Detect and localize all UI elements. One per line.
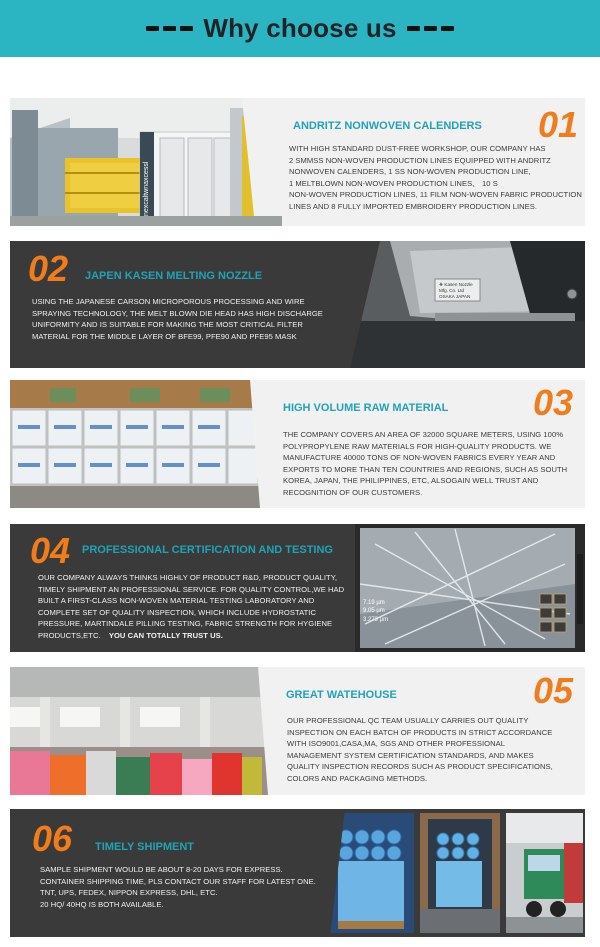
section-06-body — [40, 864, 340, 910]
section-06-line: TNT, UPS, FEDEX, NIPPON EXPRESS, DHL, ETC. — [40, 888, 218, 897]
raw-material-bags-photo — [10, 380, 282, 508]
machine-brand-label: nexсaltwnaxсessl — [143, 161, 150, 216]
shipment-photos — [328, 809, 585, 937]
section-02-line: UNIFORMITY AND IS SUITABLE FOR MAKING THE MOST CRITICAL FILTER — [32, 320, 303, 329]
section-04-title: PROFESSIONAL CERTIFICATION AND TESTING — [82, 544, 333, 556]
section-03-line: RECOGNITION OF OUR CUSTOMERS. — [283, 487, 423, 497]
section-03-title: HIGH VOLUME RAW MATERIAL — [283, 402, 449, 414]
section-05 — [10, 667, 585, 795]
nozzle-plate-line: ❖ Kasen Nozzle — [439, 282, 473, 287]
section-04-line: TIMELY SHIPMENT AN PROFESSIONAL SERVICE. FOR QUALITY CONTROL,WE HAD — [38, 584, 345, 594]
section-02-title: JAPEN KASEN MELTING NOZZLE — [85, 270, 263, 282]
section-03-line: MANUFACTURE 40000 TONS OF NON-WOVEN FABRICS EVERY YEAR AND — [283, 453, 556, 462]
section-04-line: COMPLETE SET OF QUALITY INSPECTION, WHICH INCLUDE HYDROSTATIC — [38, 607, 317, 617]
section-01 — [10, 98, 585, 226]
section-04-number: 04 — [30, 530, 71, 571]
section-01-line: WITH HIGH STANDARD DUST-FREE WORKSHOP, OUR COMPANY HAS — [289, 144, 546, 153]
calender-machine-photo — [10, 98, 282, 226]
section-01-line: NONWOVEN CALENDERS, 1 SS NON-WOVEN PRODUCTION LINE, — [289, 167, 531, 176]
warehouse-photo — [10, 667, 285, 795]
section-01-number: 01 — [538, 104, 579, 145]
section-03-number: 03 — [533, 382, 574, 423]
section-05-line: MANAGEMENT SYSTEM CERTIFICATION STANDARDS, AND MAKES — [287, 750, 534, 760]
section-04-line-last — [38, 630, 368, 642]
measure-label: 9.05 µm — [363, 608, 385, 614]
page-header — [0, 0, 600, 57]
section-05-line: QUALITY INSPECTION RECORDS SUCH AS PRODUCT SPECIFICATIONS, — [287, 762, 553, 771]
section-04-line: BUILT A FIRST-CLASS NON-WOVEN MATERIAL TESTING LABORATORY AND — [38, 596, 315, 605]
measure-label: 3.273 µm — [363, 617, 389, 623]
section-02-line: SPRAYING TECHNOLOGY, THE MELT BLOWN DIE HEAD HAS HIGH DISCHARGE — [32, 308, 323, 318]
section-04-body — [38, 572, 368, 641]
section-05-line: WITH ISO9001,CASA,MA, SGS AND OTHER PROFESSIONAL — [287, 739, 506, 748]
microscope-screen-photo — [355, 524, 585, 652]
section-06-title: TIMELY SHIPMENT — [95, 841, 195, 853]
section-03-body — [283, 429, 583, 498]
section-05-line: COLORS AND PACKAGING METHODS. — [287, 773, 428, 783]
section-03-line: THE COMPANY COVERS AN AREA OF 32000 SQUARE METERS, USING 100% — [283, 430, 564, 439]
section-03-line: POLYPROPYLENE RAW MATERIALS FOR HIGH-QUALITY PRODUCTS. WE — [283, 441, 552, 451]
section-04-emphasis: YOU CAN TOTALLY TRUST US. — [108, 630, 223, 640]
section-04-line: OUR COMPANY ALWAYS THINKS HIGHLY OF PRODUCT R&D, PRODUCT QUALITY, — [38, 573, 338, 582]
section-05-line: OUR PROFESSIONAL QC TEAM USUALLY CARRIES OUT QUALITY — [287, 716, 529, 725]
section-02-number: 02 — [28, 248, 69, 289]
section-01-line: NON-WOVEN PRODUCTION LINES, 11 FILM NON-WOVEN FABRIC PRODUCTION — [289, 190, 582, 199]
section-02 — [10, 241, 585, 368]
section-03-line: KOREA, JAPAN, THE PHILIPPINES, ETC, ALSOGAIN WELL TRUST AND — [283, 476, 539, 485]
nozzle-plate-line: OSAKA JAPAN — [439, 294, 471, 299]
section-06-line: SAMPLE SHIPMENT WOULD BE ABOUT 8-20 DAYS FOR EXPRESS. — [40, 865, 283, 874]
section-01-title: ANDRITZ NONWOVEN CALENDERS — [293, 120, 482, 132]
section-02-body — [32, 296, 352, 342]
section-04 — [10, 524, 585, 652]
section-03-line: EXPORTS TO MORE THAN TEN COUNTRIES AND REGIONS, SUCH AS SOUTH — [283, 464, 568, 474]
measure-label: 7.19 µm — [363, 600, 385, 606]
section-01-line: 2 SMMSS NON-WOVEN PRODUCTION LINES EQUIPPED WITH ANDRITZ — [289, 155, 551, 165]
section-06-line: 20 HQ/ 40HQ IS BOTH AVAILABLE. — [40, 899, 164, 909]
section-01-body — [289, 143, 585, 212]
section-05-line: INSPECTION ON EACH BATCH OF PRODUCTS IN STRICT ACCORDANCE — [287, 727, 553, 737]
section-04-last-line-text: PRODUCTS,ETC. — [38, 630, 101, 640]
section-05-number: 05 — [533, 670, 574, 711]
section-05-body — [287, 715, 585, 784]
section-04-line: PRESSURE, MARTINDALE PILLING TESTING, FABRIC STRENGTH FOR HYGIENE — [38, 619, 333, 628]
section-01-line: LINES AND 8 FULLY IMPORTED EMBROIDERY PRODUCTION LINES. — [289, 201, 538, 211]
right-dashes-decoration — [407, 26, 454, 31]
section-03 — [10, 380, 585, 508]
nozzle-plate-line: Mfg. Co. Ltd — [439, 288, 465, 293]
section-06-number: 06 — [32, 818, 73, 859]
section-06 — [10, 809, 585, 937]
left-dashes-decoration — [146, 26, 193, 31]
melt-nozzle-photo — [350, 241, 585, 368]
section-05-title: GREAT WATEHOUSE — [286, 689, 397, 701]
section-02-line: MATERIAL FOR THE MIDDLE LAYER OF BFE99, PFE90 AND PFE95 MASK — [32, 331, 297, 341]
section-06-line: CONTAINER SHIPPING TIME, PLS CONTACT OUR STAFF FOR LATEST ONE. — [40, 876, 316, 886]
page-title: Why choose us — [203, 13, 397, 43]
section-01-line: 1 MELTBLOWN NON-WOVEN PRODUCTION LINES、 10 S — [289, 178, 498, 188]
section-02-line: USING THE JAPANESE CARSON MICROPOROUS PROCESSING AND WIRE — [32, 297, 305, 306]
